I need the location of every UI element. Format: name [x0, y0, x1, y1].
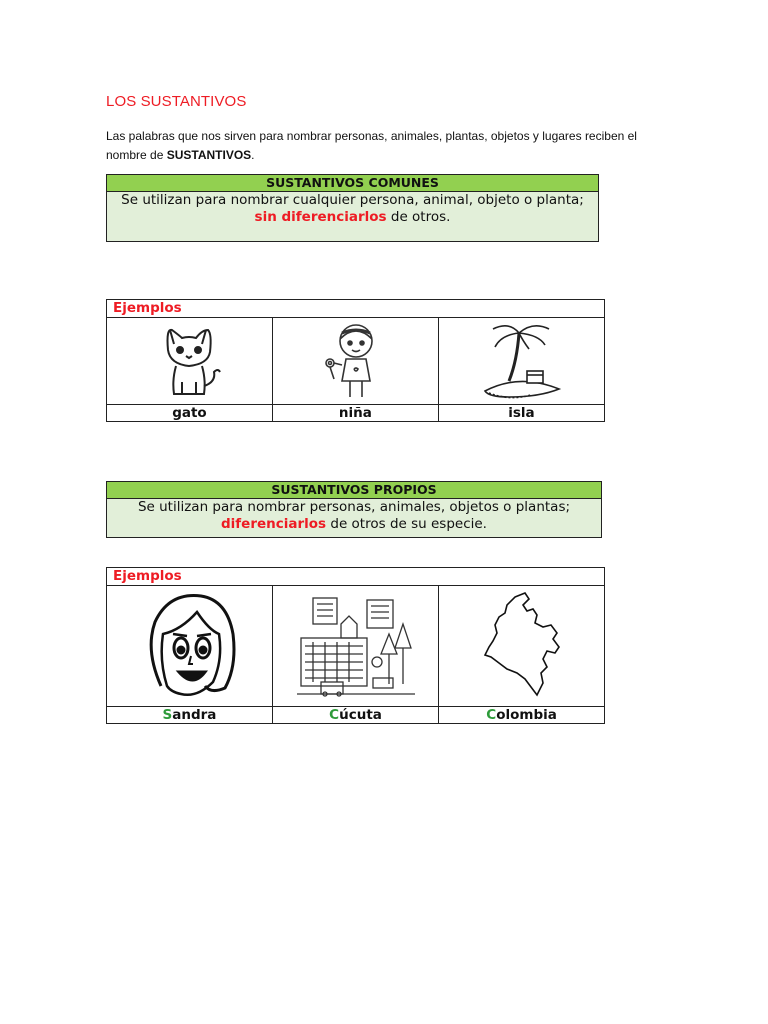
comunes-definition — [107, 192, 598, 226]
propios-highlight: diferenciarlos — [221, 516, 327, 532]
propios-header: SUSTANTIVOS PROPIOS — [107, 482, 601, 499]
word-nina: niña — [272, 405, 438, 422]
propios-examples-label: Ejemplos — [107, 568, 605, 586]
comunes-examples-label: Ejemplos — [107, 300, 605, 318]
propios-definition — [107, 499, 601, 533]
intro-period: . — [251, 148, 255, 162]
propios-line2-rest: de otros de su especie. — [326, 516, 487, 532]
comunes-line2-rest: de otros. — [386, 209, 451, 225]
woman-cell — [107, 586, 273, 707]
comunes-line1: Se utilizan para nombrar cualquier persona, animal, objeto o planta; — [121, 192, 584, 208]
comunes-definition-box — [106, 174, 599, 242]
island-icon — [479, 321, 563, 401]
comunes-highlight: sin diferenciarlos — [254, 209, 387, 225]
initial-s: S — [162, 707, 173, 723]
word-isla: isla — [438, 405, 604, 422]
rest-cucuta: úcuta — [339, 707, 382, 723]
propios-definition-box — [106, 481, 602, 538]
intro-bold-term: SUSTANTIVOS — [166, 148, 252, 162]
intro-text: Las palabras que nos sirven para nombrar personas, animales, plantas, objetos y lugares reciben el nombre de — [106, 129, 637, 162]
propios-line1: Se utilizan para nombrar personas, animales, objetos o plantas; — [137, 499, 571, 515]
cat-cell — [107, 318, 273, 405]
initial-c-colombia: C — [486, 707, 497, 723]
word-cucuta — [272, 707, 438, 724]
comunes-line2 — [107, 209, 598, 226]
word-sandra — [107, 707, 273, 724]
city-icon — [297, 594, 415, 698]
colombia-cell — [439, 586, 605, 707]
comunes-examples-table — [106, 299, 605, 422]
city-cell — [272, 586, 438, 707]
propios-line2 — [107, 516, 601, 533]
word-gato: gato — [107, 405, 273, 422]
girl-icon — [320, 319, 390, 403]
girl-cell — [272, 318, 438, 405]
page-title: LOS SUSTANTIVOS — [106, 93, 247, 110]
rest-colombia: olombia — [496, 707, 557, 723]
woman-face-icon — [141, 590, 237, 702]
comunes-header: SUSTANTIVOS COMUNES — [107, 175, 598, 192]
propios-examples-table — [106, 567, 605, 724]
word-colombia — [439, 707, 605, 724]
island-cell — [438, 318, 604, 405]
cat-icon — [156, 320, 222, 402]
colombia-map-icon — [477, 591, 567, 701]
rest-sandra: andra — [172, 707, 217, 723]
intro-paragraph — [106, 127, 676, 165]
initial-c-cucuta: C — [329, 707, 340, 723]
